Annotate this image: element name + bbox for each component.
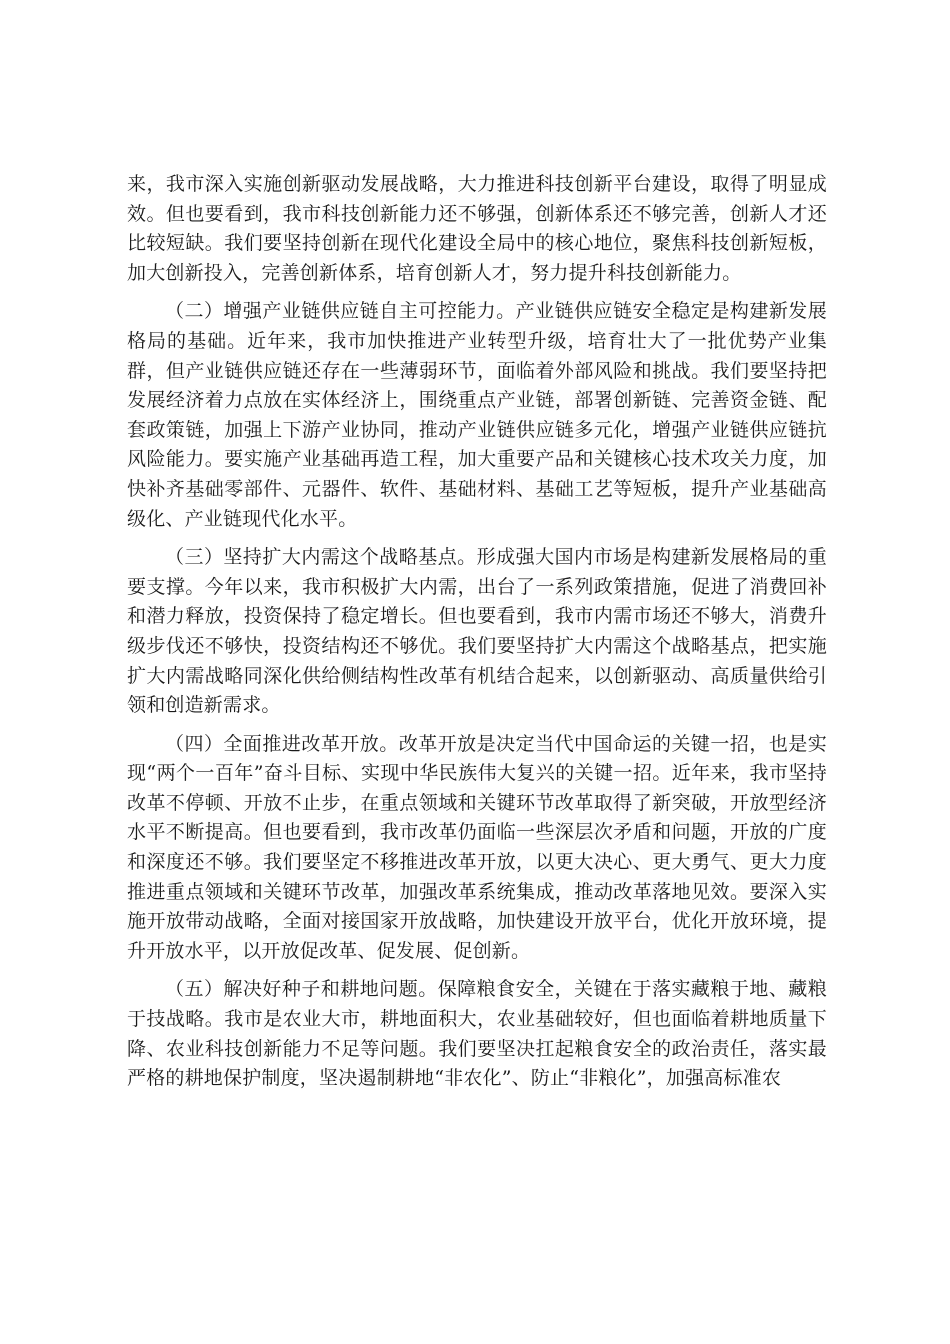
paragraph-seeds-farmland: （五）解决好种子和耕地问题。保障粮食安全，关键在于落实藏粮于地、藏粮于技战略。我市是农业大市，耕地面积大，农业基础较好，但也面临着耕地质量下降、农业科技创新能力不足等问题。我们要坚决扛起粮食安全的政治责任，落实最严格的耕地保护制度，坚决遏制耕地“非农化”、防止“非粮化”，加强高标准农	[127, 978, 827, 1090]
paragraph-supply-chain: （二）增强产业链供应链自主可控能力。产业链供应链安全稳定是构建新发展格局的基础。近年来，我市加快推进产业转型升级，培育壮大了一批优势产业集群，但产业链供应链还存在一些薄弱环节，面临着外部风险和挑战。我们要坚持把发展经济着力点放在实体经济上，围绕重点产业链，部署创新链、完善资金链、配套政策链，加强上下游产业协同，推动产业链供应链多元化，增强产业链供应链抗风险能力。要实施产业基础再造工程，加大重要产品和关键核心技术攻关力度，加快补齐基础零部件、元器件、软件、基础材料、基础工艺等短板，提升产业基础高级化、产业链现代化水平。	[127, 300, 827, 530]
document-body	[127, 170, 827, 1103]
paragraph-continuation: 来，我市深入实施创新驱动发展战略，大力推进科技创新平台建设，取得了明显成效。但也要看到，我市科技创新能力还不够强，创新体系还不够完善，创新人才还比较短缺。我们要坚持创新在现代化建设全局中的核心地位，聚焦科技创新短板，加大创新投入，完善创新体系，培育创新人才，努力提升科技创新能力。	[127, 173, 827, 284]
paragraph-domestic-demand: （三）坚持扩大内需这个战略基点。形成强大国内市场是构建新发展格局的重要支撑。今年以来，我市积极扩大内需，出台了一系列政策措施，促进了消费回补和潜力释放，投资保持了稳定增长。但也要看到，我市内需市场还不够大，消费升级步伐还不够快，投资结构还不够优。我们要坚持扩大内需这个战略基点，把实施扩大内需战略同深化供给侧结构性改革有机结合起来，以创新驱动、高质量供给引领和创造新需求。	[127, 546, 827, 717]
paragraph-reform-opening: （四）全面推进改革开放。改革开放是决定当代中国命运的关键一招，也是实现“两个一百年”奋斗目标、实现中华民族伟大复兴的关键一招。近年来，我市坚持改革不停顿、开放不止步，在重点领域和关键环节改革取得了新突破，开放型经济水平不断提高。但也要看到，我市改革仍面临一些深层次矛盾和问题，开放的广度和深度还不够。我们要坚定不移推进改革开放，以更大决心、更大勇气、更大力度推进重点领域和关键环节改革，加强改革系统集成，推动改革落地见效。要深入实施开放带动战略，全面对接国家开放战略，加快建设开放平台，优化开放环境，提升开放水平，以开放促改革、促发展、促创新。	[127, 732, 827, 962]
